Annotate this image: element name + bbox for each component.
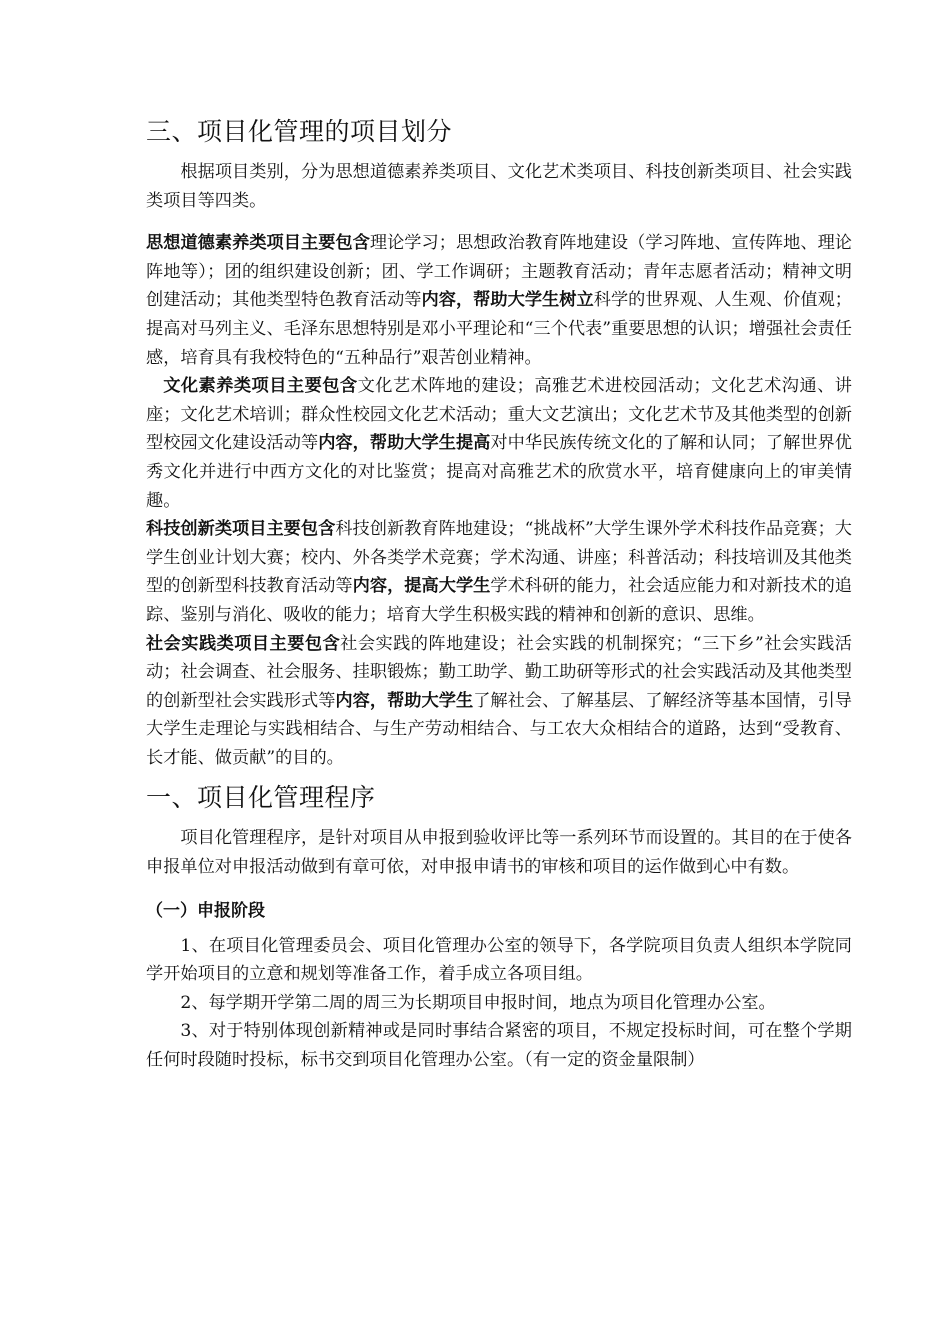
tech-category-paragraph [146,515,852,629]
culture-mid: 内容，帮助大学生提高 [318,433,491,454]
application-item-2: 2、每学期开学第二周的周三为长期项目申报时间，地点为项目化管理办公室。 [180,992,776,1013]
application-item-1: 1、在项目化管理委员会、项目化管理办公室的领导下，各学院项目负责人组织本学院同学开始项目的立意和规划等准备工作，着手成立各项目组。 [146,935,852,985]
tech-mid: 内容，提高大学生 [352,576,491,597]
moral-category-paragraph [146,229,852,372]
tech-body-2: 学术科研的能力，社会适应能力和对新技术的追踪、鉴别与消化、吸收的能力；培育大学生积极实践的精神和创新的意识、思维。 [146,576,852,625]
application-item-3: 3、对于特别体现创新精神或是同时事结合紧密的项目，不规定投标时间，可在整个学期任何时段随时投标，标书交到项目化管理办公室。（有一定的资金量限制） [146,1021,852,1071]
intro-paragraph: 根据项目类别，分为思想道德素养类项目、文化艺术类项目、科技创新类项目、社会实践类项目等四类。 [146,162,852,211]
social-category-paragraph [146,630,852,773]
section-heading-procedure: 一、项目化管理程序 [146,783,376,813]
social-mid: 内容，帮助大学生 [335,690,474,711]
moral-body-1: 理论学习；思想政治教育阵地建设（学习阵地、宣传阵地、理论阵地等）；团的组织建设创新；团、学工作调研；主题教育活动；青年志愿者活动；精神文明创建活动；其他类型特色教育活动等 [146,233,852,311]
procedure-intro-paragraph: 项目化管理程序，是针对项目从申报到验收评比等一系列环节而设置的。其目的在于使各申报单位对申报活动做到有章可依，对申报申请书的审核和项目的运作做到心中有数。 [146,828,852,878]
culture-category-paragraph [146,372,852,515]
social-body-2: 了解社会、了解基层、了解经济等基本国情，引导大学生走理论与实践相结合、与生产劳动相结合、与工农大众相结合的道路，达到“受教育、长才能、做贡献”的目的。 [146,690,852,768]
moral-lead: 思想道德素养类项目主要包含 [146,233,370,254]
moral-mid: 内容，帮助大学生树立 [421,290,594,311]
culture-lead: 文化素养类项目主要包含 [163,376,358,397]
subsection-heading-application: （一）申报阶段 [146,900,265,921]
tech-body-1: 科技创新教育阵地建设；“挑战杯”大学生课外学术科技作品竞赛；大学生创业计划大赛；校内、外各类学术竞赛；学术沟通、讲座；科普活动；科技培训及其他类型的创新型科技教育活动等 [146,519,852,597]
culture-body-1: 文化艺术阵地的建设；高雅艺术进校园活动；文化艺术沟通、讲座；文化艺术培训；群众性校园文化艺术活动；重大文艺演出；文化艺术节及其他类型的创新型校园文化建设活动等 [146,376,852,454]
tech-lead: 科技创新类项目主要包含 [146,519,336,540]
social-body-1: 社会实践的阵地建设；社会实践的机制探究；“三下乡”社会实践活动；社会调查、社会服务、挂职锻炼；勤工助学、勤工助研等形式的社会实践活动及其他类型的创新型社会实践形式等 [146,633,852,711]
document-body [146,112,852,1075]
social-lead: 社会实践类项目主要包含 [146,633,341,654]
culture-body-2: 对中华民族传统文化的了解和认同；了解世界优秀文化并进行中西方文化的对比鉴赏；提高对高雅艺术的欣赏水平，培育健康向上的审美情趣。 [146,433,852,511]
section-heading-project-division: 三、项目化管理的项目划分 [146,117,453,146]
moral-body-2: 科学的世界观、人生观、价值观；提高对马列主义、毛泽东思想特别是邓小平理论和“三个代表”重要思想的认识；增强社会责任感，培育具有我校特色的“五种品行”艰苦创业精神。 [146,290,852,368]
